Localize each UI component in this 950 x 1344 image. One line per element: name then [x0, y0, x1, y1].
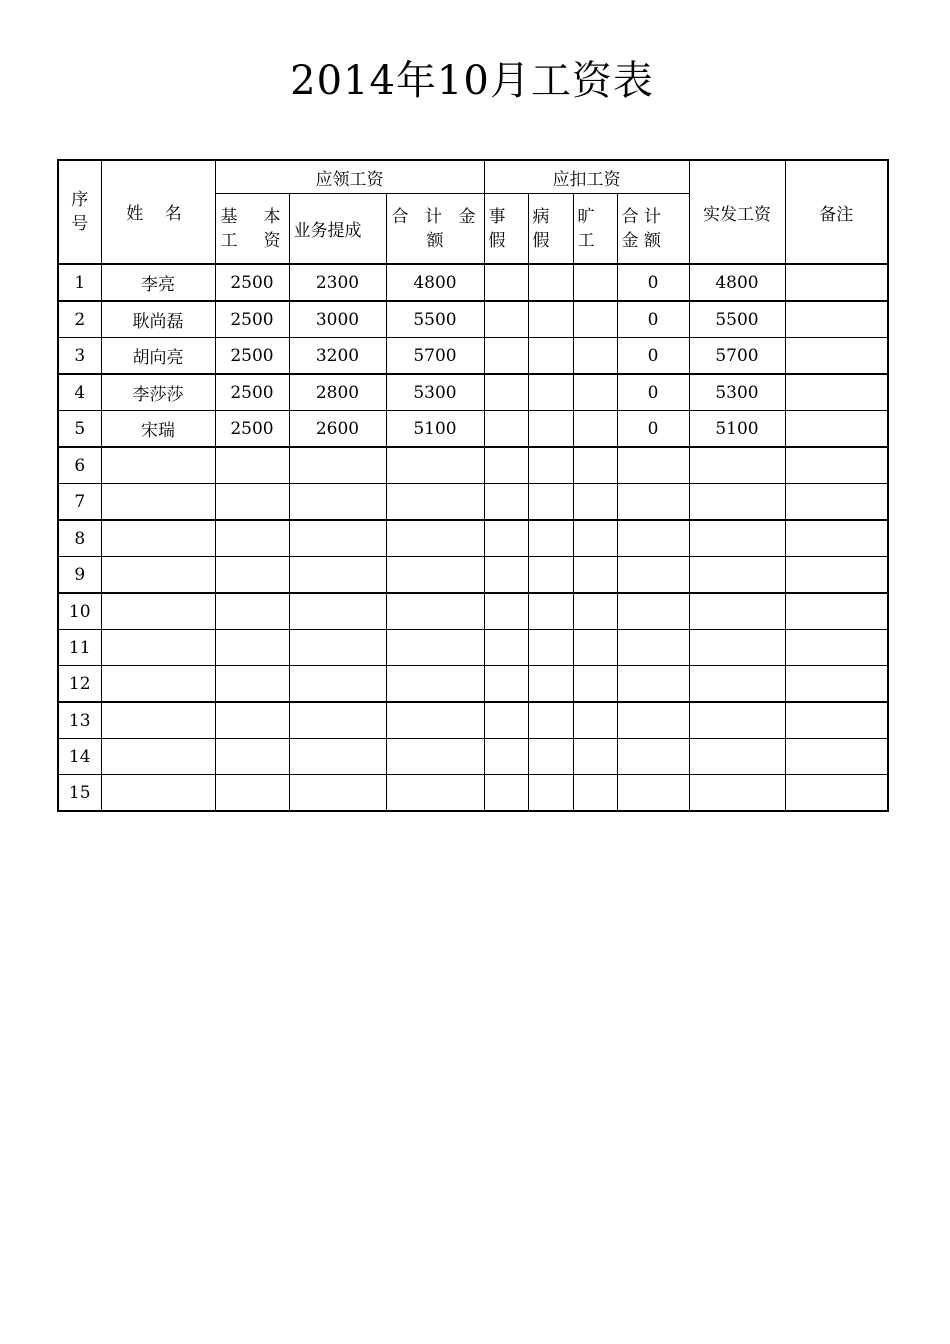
- absence-cell: [573, 520, 617, 557]
- absence-cell: [573, 374, 617, 411]
- personal-leave-cell: [484, 301, 528, 338]
- table-row: [58, 301, 888, 338]
- payable-total-cell: 4800: [386, 264, 484, 301]
- name-cell: [101, 702, 215, 739]
- header-payable-total-line1: 合 计 金: [391, 206, 476, 227]
- commission-cell: [289, 593, 386, 630]
- net-pay-cell: 4800: [689, 264, 785, 301]
- table-row: [58, 264, 888, 301]
- sick-leave-cell: [528, 264, 573, 301]
- name-cell: 胡向亮: [101, 338, 215, 375]
- sick-leave-cell: [528, 666, 573, 703]
- sick-leave-cell: [528, 484, 573, 521]
- header-row-1: [58, 160, 888, 194]
- commission-cell: [289, 702, 386, 739]
- absence-cell: [573, 702, 617, 739]
- header-absence: [573, 194, 617, 265]
- seq-cell: 10: [58, 593, 101, 630]
- sick-leave-cell: [528, 739, 573, 775]
- header-absence-line2: 工: [577, 230, 595, 251]
- table-row: [58, 630, 888, 666]
- seq-cell: 3: [58, 338, 101, 375]
- sick-leave-cell: [528, 411, 573, 448]
- payable-total-cell: [386, 593, 484, 630]
- seq-cell: 8: [58, 520, 101, 557]
- commission-cell: [289, 447, 386, 484]
- personal-leave-cell: [484, 484, 528, 521]
- header-seq-cell: [58, 160, 101, 264]
- personal-leave-cell: [484, 702, 528, 739]
- personal-leave-cell: [484, 593, 528, 630]
- header-sick-leave-line1: 病: [532, 206, 550, 227]
- payable-total-cell: [386, 557, 484, 594]
- table-row: [58, 775, 888, 812]
- remarks-cell: [785, 593, 888, 630]
- seq-cell: 7: [58, 484, 101, 521]
- name-cell: [101, 557, 215, 594]
- payable-total-cell: 5700: [386, 338, 484, 375]
- remarks-cell: [785, 301, 888, 338]
- name-cell: 李亮: [101, 264, 215, 301]
- header-payable-total-line2: 额: [426, 230, 444, 251]
- payable-total-cell: [386, 702, 484, 739]
- net-pay-cell: [689, 702, 785, 739]
- header-base-line2: 工 资: [220, 230, 281, 251]
- payable-total-cell: [386, 447, 484, 484]
- commission-cell: [289, 630, 386, 666]
- personal-leave-cell: [484, 264, 528, 301]
- sick-leave-cell: [528, 593, 573, 630]
- seq-cell: 9: [58, 557, 101, 594]
- remarks-cell: [785, 630, 888, 666]
- base-salary-cell: [215, 775, 289, 812]
- net-pay-cell: [689, 557, 785, 594]
- payable-total-cell: [386, 739, 484, 775]
- name-cell: 李莎莎: [101, 374, 215, 411]
- table-row: [58, 593, 888, 630]
- absence-cell: [573, 557, 617, 594]
- deduct-total-cell: 0: [617, 301, 689, 338]
- name-cell: [101, 484, 215, 521]
- seq-cell: 4: [58, 374, 101, 411]
- name-cell: [101, 520, 215, 557]
- header-absence-line1: 旷: [577, 206, 595, 227]
- seq-cell: 5: [58, 411, 101, 448]
- payable-total-cell: 5500: [386, 301, 484, 338]
- absence-cell: [573, 484, 617, 521]
- net-pay-cell: [689, 775, 785, 812]
- remarks-cell: [785, 739, 888, 775]
- table-row: [58, 557, 888, 594]
- personal-leave-cell: [484, 557, 528, 594]
- deduct-total-cell: [617, 775, 689, 812]
- remarks-cell: [785, 447, 888, 484]
- table-row: [58, 739, 888, 775]
- base-salary-cell: [215, 557, 289, 594]
- header-sick-leave-line2: 假: [532, 230, 550, 251]
- base-salary-cell: [215, 593, 289, 630]
- remarks-cell: [785, 338, 888, 375]
- base-salary-cell: 2500: [215, 264, 289, 301]
- commission-cell: 3000: [289, 301, 386, 338]
- net-pay-cell: [689, 739, 785, 775]
- remarks-cell: [785, 264, 888, 301]
- header-personal-leave-line1: 事: [488, 206, 506, 227]
- sick-leave-cell: [528, 557, 573, 594]
- personal-leave-cell: [484, 338, 528, 375]
- base-salary-cell: 2500: [215, 374, 289, 411]
- sick-leave-cell: [528, 702, 573, 739]
- sick-leave-cell: [528, 520, 573, 557]
- sick-leave-cell: [528, 447, 573, 484]
- personal-leave-cell: [484, 447, 528, 484]
- net-pay-cell: 5100: [689, 411, 785, 448]
- remarks-cell: [785, 484, 888, 521]
- absence-cell: [573, 775, 617, 812]
- base-salary-cell: [215, 484, 289, 521]
- payable-total-cell: 5300: [386, 374, 484, 411]
- deduct-total-cell: [617, 702, 689, 739]
- header-deduct-total: [617, 194, 689, 265]
- name-cell: [101, 593, 215, 630]
- name-cell: [101, 630, 215, 666]
- remarks-cell: [785, 374, 888, 411]
- header-remarks: 备注: [785, 160, 888, 264]
- name-cell: 宋瑞: [101, 411, 215, 448]
- net-pay-cell: [689, 593, 785, 630]
- net-pay-cell: [689, 666, 785, 703]
- table-row: [58, 520, 888, 557]
- name-cell: [101, 739, 215, 775]
- sick-leave-cell: [528, 374, 573, 411]
- sick-leave-cell: [528, 338, 573, 375]
- commission-cell: 2800: [289, 374, 386, 411]
- personal-leave-cell: [484, 739, 528, 775]
- header-base-line1: 基 本: [220, 206, 281, 227]
- deduct-total-cell: [617, 593, 689, 630]
- header-deduct-group: 应扣工资: [484, 160, 689, 194]
- payable-total-cell: 5100: [386, 411, 484, 448]
- base-salary-cell: [215, 447, 289, 484]
- header-net-pay: 实发工资: [689, 160, 785, 264]
- deduct-total-cell: [617, 739, 689, 775]
- table-row: [58, 447, 888, 484]
- base-salary-cell: [215, 520, 289, 557]
- net-pay-cell: 5300: [689, 374, 785, 411]
- deduct-total-cell: [617, 484, 689, 521]
- net-pay-cell: [689, 520, 785, 557]
- table-row: [58, 374, 888, 411]
- sick-leave-cell: [528, 301, 573, 338]
- deduct-total-cell: [617, 630, 689, 666]
- remarks-cell: [785, 520, 888, 557]
- absence-cell: [573, 447, 617, 484]
- header-deduct-total-line1: 合 计: [621, 206, 661, 227]
- header-deduct-total-line2: 金 额: [621, 230, 661, 251]
- net-pay-cell: [689, 630, 785, 666]
- absence-cell: [573, 301, 617, 338]
- name-cell: 耿尚磊: [101, 301, 215, 338]
- header-personal-leave: [484, 194, 528, 265]
- payable-total-cell: [386, 666, 484, 703]
- net-pay-cell: 5500: [689, 301, 785, 338]
- commission-cell: [289, 520, 386, 557]
- base-salary-cell: [215, 666, 289, 703]
- personal-leave-cell: [484, 374, 528, 411]
- seq-cell: 11: [58, 630, 101, 666]
- table-row: [58, 666, 888, 703]
- seq-cell: 1: [58, 264, 101, 301]
- personal-leave-cell: [484, 775, 528, 812]
- commission-cell: [289, 557, 386, 594]
- salary-table: [57, 159, 889, 812]
- personal-leave-cell: [484, 520, 528, 557]
- commission-cell: [289, 739, 386, 775]
- table-row: [58, 411, 888, 448]
- commission-cell: [289, 666, 386, 703]
- sick-leave-cell: [528, 630, 573, 666]
- payable-total-cell: [386, 775, 484, 812]
- absence-cell: [573, 630, 617, 666]
- commission-cell: [289, 775, 386, 812]
- commission-cell: 2300: [289, 264, 386, 301]
- seq-cell: 15: [58, 775, 101, 812]
- deduct-total-cell: 0: [617, 374, 689, 411]
- header-payable-group: 应领工资: [215, 160, 484, 194]
- remarks-cell: [785, 411, 888, 448]
- deduct-total-cell: [617, 520, 689, 557]
- remarks-cell: [785, 702, 888, 739]
- payable-total-cell: [386, 630, 484, 666]
- remarks-cell: [785, 775, 888, 812]
- base-salary-cell: 2500: [215, 411, 289, 448]
- header-sick-leave: [528, 194, 573, 265]
- absence-cell: [573, 411, 617, 448]
- absence-cell: [573, 338, 617, 375]
- header-seq: 序号: [71, 190, 89, 234]
- personal-leave-cell: [484, 630, 528, 666]
- seq-cell: 6: [58, 447, 101, 484]
- header-commission: [289, 194, 386, 265]
- base-salary-cell: [215, 739, 289, 775]
- seq-cell: 2: [58, 301, 101, 338]
- table-row: [58, 484, 888, 521]
- personal-leave-cell: [484, 666, 528, 703]
- base-salary-cell: [215, 702, 289, 739]
- header-name: 姓 名: [126, 204, 190, 224]
- base-salary-cell: 2500: [215, 301, 289, 338]
- absence-cell: [573, 593, 617, 630]
- net-pay-cell: [689, 484, 785, 521]
- header-base-salary: [215, 194, 289, 265]
- header-personal-leave-line2: 假: [488, 230, 506, 251]
- seq-cell: 12: [58, 666, 101, 703]
- remarks-cell: [785, 666, 888, 703]
- sick-leave-cell: [528, 775, 573, 812]
- header-commission-label: 业务提成: [293, 221, 362, 241]
- deduct-total-cell: [617, 447, 689, 484]
- absence-cell: [573, 666, 617, 703]
- deduct-total-cell: [617, 557, 689, 594]
- payable-total-cell: [386, 520, 484, 557]
- name-cell: [101, 447, 215, 484]
- net-pay-cell: [689, 447, 785, 484]
- seq-cell: 14: [58, 739, 101, 775]
- commission-cell: [289, 484, 386, 521]
- table-row: [58, 702, 888, 739]
- header-name-cell: [101, 160, 215, 264]
- net-pay-cell: 5700: [689, 338, 785, 375]
- commission-cell: 3200: [289, 338, 386, 375]
- name-cell: [101, 775, 215, 812]
- page-title: 2014年10月工资表: [290, 58, 654, 104]
- table-row: [58, 338, 888, 375]
- deduct-total-cell: 0: [617, 338, 689, 375]
- deduct-total-cell: 0: [617, 411, 689, 448]
- payable-total-cell: [386, 484, 484, 521]
- base-salary-cell: [215, 630, 289, 666]
- deduct-total-cell: 0: [617, 264, 689, 301]
- deduct-total-cell: [617, 666, 689, 703]
- personal-leave-cell: [484, 411, 528, 448]
- absence-cell: [573, 264, 617, 301]
- seq-cell: 13: [58, 702, 101, 739]
- absence-cell: [573, 739, 617, 775]
- commission-cell: 2600: [289, 411, 386, 448]
- header-payable-total: [386, 194, 484, 265]
- name-cell: [101, 666, 215, 703]
- remarks-cell: [785, 557, 888, 594]
- base-salary-cell: 2500: [215, 338, 289, 375]
